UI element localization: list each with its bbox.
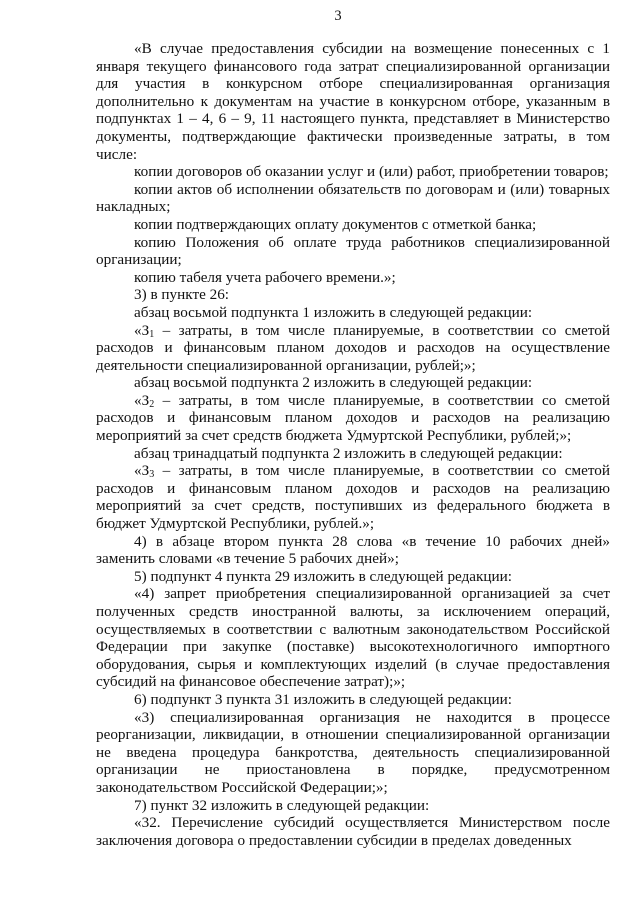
paragraph: 6) подпункт 3 пункта 31 изложить в следующей редакции: [134,690,513,708]
paragraph: 3) в пункте 26: [134,286,230,304]
paragraph: копию табеля учета рабочего времени.»; [134,268,396,286]
formula-subscript: 2 [149,398,155,410]
paragraph: абзац тринадцатый подпункта 2 изложить в следующей редакции: [134,444,563,462]
paragraph: «$З_3$ – затраты, в том числе планируемые, в соответствии со сметой расходов и финансовым планом доходов и расходов на реализацию мероприятий за счет средств, поступивших из федерального бюджета в бюджет Удмуртской Республики, рублей.»; [96,462,610,533]
formula-subscript: 1 [149,328,155,340]
document-body [96,40,610,849]
paragraph: абзац восьмой подпункта 2 изложить в следующей редакции: [134,374,533,392]
paragraph: «$З_2$ – затраты, в том числе планируемые, в соответствии со сметой расходов и финансовым планом доходов и расходов на реализацию мероприятий за счет средств бюджета Удмуртской Республики, рублей;»; [96,391,610,445]
paragraph: 4) в абзаце втором пункта 28 слова «в течение 10 рабочих дней» заменить словами «в течение 5 рабочих дней»; [96,532,610,568]
formula-subscript: 3 [149,469,155,481]
paragraph: «32. Перечисление субсидий осуществляется Министерством после заключения договора о предоставлении субсидии в пределах доведенных [96,814,610,849]
paragraph: копии подтверждающих оплату документов с отметкой банка; [134,215,537,233]
paragraph: «4) запрет приобретения специализированной организацией за счет полученных средств иностранной валюты, за исключением операций, осуществляемых в соответствии с валютным законодательством Российской Федерации при закупке (поставке) высокотехнологичного импортного оборудования, сырья и комплектующих изделий (в случае предоставления субсидий на финансовое обеспечение затрат);»; [96,585,610,691]
page-number: 3 [334,8,342,24]
paragraph: «$З_1$ – затраты, в том числе планируемые, в соответствии со сметой расходов и финансовым планом доходов и расходов на осуществление деятельности специализированной организации, рублей;»; [96,321,610,374]
paragraph: «3) специализированная организация не находится в процессе реорганизации, ликвидации, в отношении специализированной организации не введена процедура банкротства, деятельность специализированной организации не приостановлена в порядке, предусмотренном законодательством Российской Федерации;»; [96,708,610,796]
paragraph: 7) пункт 32 изложить в следующей редакции: [134,796,430,814]
paragraph: абзац восьмой подпункта 1 изложить в следующей редакции: [134,303,533,321]
paragraph: 5) подпункт 4 пункта 29 изложить в следующей редакции: [134,567,513,585]
paragraph: копии договоров об оказании услуг и (или) работ, приобретении товаров; [134,163,609,181]
paragraph: копию Положения об оплате труда работников специализированной организации; [96,233,610,269]
paragraph: копии актов об исполнении обязательств по договорам и (или) товарных накладных; [96,180,610,216]
paragraph: «В случае предоставления субсидии на возмещение понесенных с 1 января текущего финансового года затрат специализированной организации для участия в конкурсном отборе специализированная организация дополнительно к документам на участие в конкурсном отборе, указанным в подпунктах 1 – 4, 6 – 9, 11 настоящего пункта, представляет в Министерство документы, подтверждающие фактически произведенные затраты, в том числе: [96,40,610,163]
